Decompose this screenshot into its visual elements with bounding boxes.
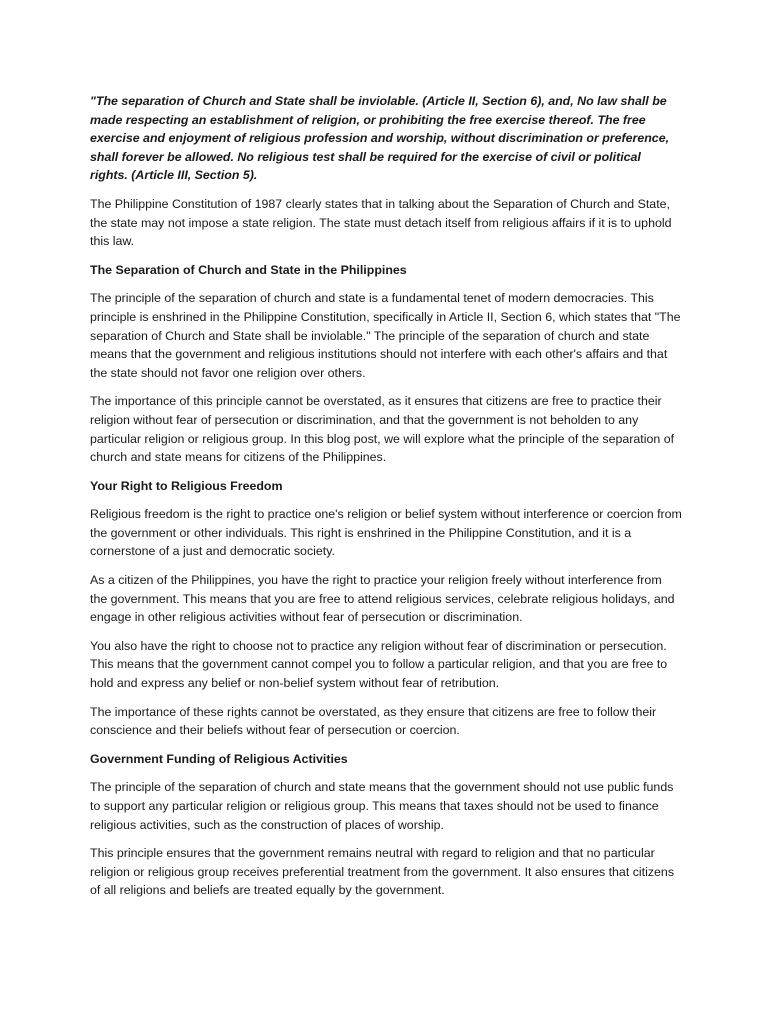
paragraph: The principle of the separation of church and state is a fundamental tenet of modern democracies. This principle is enshrined in the Philippine Constitution, specifically in Article II, Section 6, which states that "The separation of Church and State shall be inviolable." The principle of the separation of church and state means that the government and religious institutions should not interfere with each other's affairs and that the state should not favor one religion over others. (90, 291, 681, 380)
paragraph: As a citizen of the Philippines, you have the right to practice your religion freely without interference from the government. This means that you are free to attend religious services, celebrate religious holidays, and engage in other religious activities without fear of persecution or discrimination. (90, 573, 675, 625)
paragraph: This principle ensures that the government remains neutral with regard to religion and that no particular religion or religious group receives preferential treatment from the government. It also ensures that citizens of all religions and beliefs are treated equally by the government. (90, 846, 675, 898)
intro-paragraph: The Philippine Constitution of 1987 clearly states that in talking about the Separation of Church and State, the state may not impose a state religion. The state must detach itself from religious affairs if it is to uphold this law. (90, 196, 672, 249)
paragraph: The importance of these rights cannot be overstated, as they ensure that citizens are free to follow their conscience and their beliefs without fear of persecution or coercion. (90, 704, 657, 738)
section-heading: The Separation of Church and State in the Philippines (90, 262, 407, 277)
section-heading: Government Funding of Religious Activities (90, 751, 348, 766)
paragraph: The importance of this principle cannot be overstated, as it ensures that citizens are free to practice their religion without fear of persecution or discrimination, and that the government is not beholden to any particular religion or religious group. In this blog post, we will explore what the principle of the separation of church and state means for citizens of the Philippines. (90, 394, 675, 465)
constitution-quote: "The separation of Church and State shall be inviolable. (Article II, Section 6), and, No law shall be made respecting an establishment of religion, or prohibiting the free exercise thereof. The free exercise and enjoyment of religious profession and worship, without discrimination or preference, shall forever be allowed. No religious test shall be required for the exercise of civil or political rights. (Article III, Section 5). (90, 94, 670, 183)
paragraph: The principle of the separation of church and state means that the government should not use public funds to support any particular religion or religious group. This means that taxes should not be used to finance religious activities, such as the construction of places of worship. (90, 780, 674, 832)
paragraph: Religious freedom is the right to practice one's religion or belief system without interference or coercion from the government or other individuals. This right is enshrined in the Philippine Constitution, and it is a cornerstone of a just and democratic society. (90, 507, 682, 559)
paragraph: You also have the right to choose not to practice any religion without fear of discrimination or persecution. This means that the government cannot compel you to follow a particular religion, and that you are free to hold and express any belief or non-belief system without fear of retribution. (90, 638, 668, 691)
document-page (90, 92, 682, 910)
section-heading: Your Right to Religious Freedom (90, 478, 283, 493)
